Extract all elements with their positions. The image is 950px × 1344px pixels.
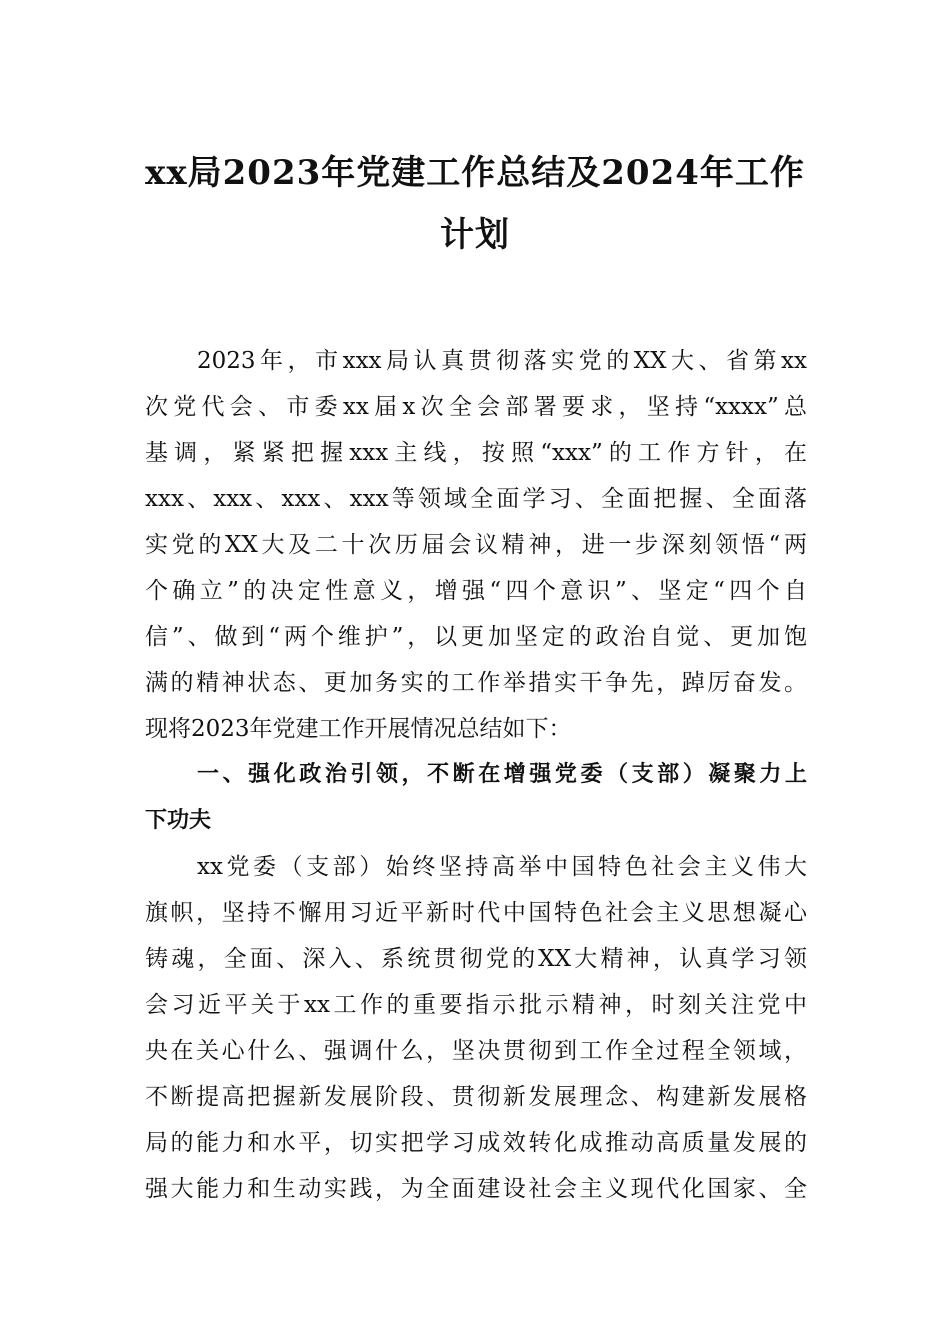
heading-line: 一、强化政治引领，不断在增强党委（支部）凝聚力上 <box>197 762 807 787</box>
text-line: 会习近平关于xx工作的重要指示批示精神，时刻关注党中 <box>145 992 807 1018</box>
title-line-2: 计划 <box>440 215 510 255</box>
text-line: 信”、做到“两个维护”，以更加坚定的政治自觉、更加饱 <box>145 624 807 650</box>
text-line: 铸魂，全面、深入、系统贯彻党的XX大精神，认真学习领 <box>145 946 807 972</box>
intro-paragraph <box>145 338 807 752</box>
text-line: 个确立”的决定性意义，增强“四个意识”、坚定“四个自 <box>145 578 807 604</box>
text-line: xx党委（支部）始终坚持高举中国特色社会主义伟大 <box>197 854 807 880</box>
text-line: 实党的XX大及二十次历届会议精神，进一步深刻领悟“两 <box>145 532 807 558</box>
section-1-paragraph <box>145 844 807 1212</box>
text-line: 满的精神状态、更加务实的工作举措实干争先，踔厉奋发。 <box>145 670 807 696</box>
text-line: 基调，紧紧把握xxx主线，按照“xxx”的工作方针，在 <box>145 440 807 466</box>
text-line: 2023年，市xxx局认真贯彻落实党的XX大、省第xx <box>197 348 807 374</box>
text-line: 现将2023年党建工作开展情况总结如下： <box>145 716 572 742</box>
text-line: 强大能力和生动实践，为全面建设社会主义现代化国家、全 <box>145 1176 807 1202</box>
document-body <box>145 338 807 1212</box>
text-line: 央在关心什么、强调什么，坚决贯彻到工作全过程全领域， <box>145 1038 807 1064</box>
heading-line: 下功夫 <box>145 808 212 833</box>
text-line: 局的能力和水平，切实把学习成效转化成推动高质量发展的 <box>145 1130 807 1156</box>
section-1-heading <box>145 752 807 844</box>
text-line: xxx、xxx、xxx、xxx等领域全面学习、全面把握、全面落 <box>145 486 807 512</box>
text-line: 旗帜，坚持不懈用习近平新时代中国特色社会主义思想凝心 <box>145 900 807 926</box>
text-line: 不断提高把握新发展阶段、贯彻新发展理念、构建新发展格 <box>145 1084 807 1110</box>
document-title <box>130 142 820 266</box>
title-line-1: xx局2023年党建工作总结及2024年工作 <box>145 153 805 193</box>
text-line: 次党代会、市委xx届x次全会部署要求，坚持“xxxx”总 <box>145 394 807 420</box>
